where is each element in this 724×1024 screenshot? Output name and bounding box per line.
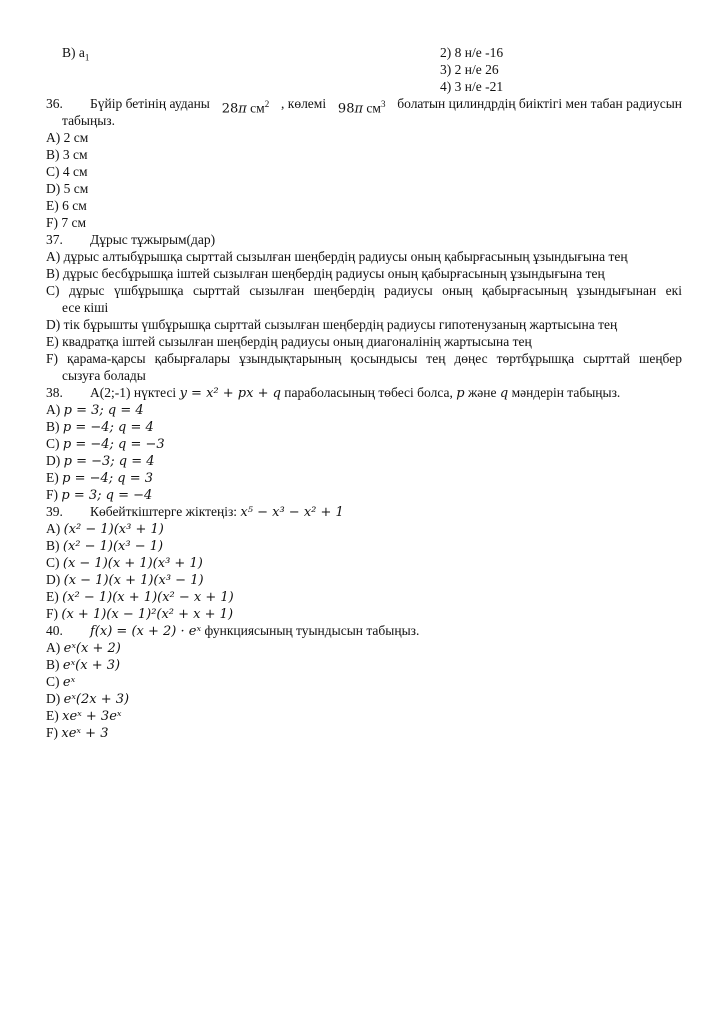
q40-formula: f(x) = (x + 2) · eˣ [90,624,202,639]
q38-text-end: мәндерін табыңыз. [511,385,621,400]
q38-option-f-label: F) [46,487,59,502]
q39-text [90,504,344,521]
q40-option-b [46,657,120,674]
q37-option-e: E) квадратқа іштей сызылған шеңбердің радиусы оның диагоналінің жартысына тең [46,334,532,349]
q37-option-a: A) дұрыс алтыбұрышқа сырттай сызылған шеңбердің радиусы оның қабырғасының ұзындығына тең [46,249,628,264]
q40-option-d [46,691,129,708]
q38-point: A(2;-1) нүктесі [90,385,177,400]
q37-option-c-line2: есе кіші [62,300,109,315]
q39-option-a [46,521,164,538]
q38-formula: y = x² + px + q [179,386,281,401]
q38-option-b-expr: p = −4; q = 4 [62,420,154,435]
q38-option-d-expr: p = −3; q = 4 [63,454,155,469]
q38-option-e [46,470,153,487]
q38-option-c [46,436,165,453]
q39-option-a-label: A) [46,521,61,536]
q40-option-e [46,708,122,725]
q38-option-a [46,402,144,419]
q38-option-d-label: D) [46,453,61,468]
q39-option-c-expr: (x − 1)(x + 1)(x³ + 1) [62,556,203,571]
q36-option-b: B) 3 см [46,147,88,162]
q39-option-d-expr: (x − 1)(x + 1)(x³ − 1) [63,573,204,588]
q39-option-e-label: E) [46,589,59,604]
q39-option-a-expr: (x² − 1)(x³ + 1) [63,522,164,537]
prev-option-b [62,45,89,66]
q36-vol-value: 98 [337,101,355,117]
q36-option-f: F) 7 см [46,215,87,230]
q36-volume [338,96,386,118]
q38-option-e-expr: p = −4; q = 3 [62,471,154,486]
q36-vol-sup: 3 [380,99,386,109]
q37-number: 37. [46,232,63,247]
q36-area-value: 28 [221,101,239,117]
q38-option-f-expr: p = 3; q = −4 [61,488,153,503]
q38-text [90,385,620,402]
q36-text-a: Бүйір бетінің ауданы [90,96,210,111]
q38-text-mid: параболасының төбесі болса, [284,385,453,400]
q38-var-q: q [499,386,509,401]
q40-option-f-expr: xeˣ + 3 [61,726,109,741]
q39-option-b-expr: (x² − 1)(x³ − 1) [62,539,164,554]
q40-option-c [46,674,75,691]
q38-option-a-label: A) [46,402,61,417]
q36-option-e: E) 6 см [46,198,87,213]
q38-option-a-expr: p = 3; q = 4 [63,403,144,418]
q39-formula: x⁵ − x³ − x² + 1 [240,505,344,520]
q40-option-a [46,640,121,657]
q38-option-f [46,487,152,504]
prev-option-b-sub: 1 [84,52,90,63]
q38-and: және [467,385,497,400]
q38-var-p: p [456,386,465,401]
q40-option-d-expr: eˣ(2x + 3) [63,692,130,707]
q40-option-a-label: A) [46,640,61,655]
q36-number: 36. [46,96,63,111]
q39-option-d-label: D) [46,572,61,587]
q38-option-b-label: B) [46,419,60,434]
q40-option-c-label: C) [46,674,60,689]
q37-option-d: D) тік бұрышты үшбұрышқа сырттай сызылған шеңбердің радиусы гипотенузаның жартысына тең [46,317,618,332]
q38-option-d [46,453,155,470]
q36-vol-pi: π [354,101,364,117]
q39-option-f-expr: (x + 1)(x − 1)²(x² + x + 1) [61,607,234,622]
q37-option-f-line1: F) қарама-қарсы қабырғалары ұзындықтарының қосындысы тең дөңес төртбұрышқа сырттай шеңбер [46,351,682,366]
q36-text-c: болатын цилиндрдің биіктігі мен табан радиусын [397,96,682,111]
q38-option-b [46,419,154,436]
q36-text-b: , көлемі [281,96,327,111]
q36-text-line1 [90,96,682,118]
q40-option-b-expr: eˣ(x + 3) [62,658,121,673]
prev-match-2: 2) 8 н/е -16 [440,45,504,60]
q36-area [222,96,270,118]
q36-option-d: D) 5 см [46,181,89,196]
q40-text-label: функциясының туындысын табыңыз. [204,623,420,638]
q36-vol-unit: см [366,100,381,116]
q38-number: 38. [46,385,63,400]
q40-option-c-expr: eˣ [62,675,76,690]
prev-option-b-label: B) a [62,45,85,60]
q40-option-d-label: D) [46,691,61,706]
q39-number: 39. [46,504,63,519]
q38-option-c-label: C) [46,436,60,451]
q40-option-f [46,725,108,742]
q36-option-c: C) 4 см [46,164,88,179]
q39-option-c-label: C) [46,555,60,570]
q40-option-b-label: B) [46,657,60,672]
q37-option-c-line1: C) дұрыс үшбұрышқа сырттай сызылған шеңбердің радиусы оның қабырғасының ұзындығынан екі [46,283,682,298]
q39-option-f [46,606,233,623]
q39-option-b-label: B) [46,538,60,553]
q40-option-a-expr: eˣ(x + 2) [63,641,121,656]
q37-option-b: B) дұрыс бесбұрышқа іштей сызылған шеңбердің радиусы оның қабырғасының ұзындығына тең [46,266,605,281]
q36-option-a: A) 2 см [46,130,89,145]
q40-text [90,623,419,640]
q39-option-e [46,589,234,606]
q38-option-c-expr: p = −4; q = −3 [62,437,165,452]
q40-option-e-label: E) [46,708,59,723]
q36-area-unit: см [250,100,265,116]
q40-option-e-expr: xeˣ + 3eˣ [62,709,122,724]
q40-number: 40. [46,623,63,638]
q37-text: Дұрыс тұжырым(дар) [90,232,216,247]
q36-area-pi: π [238,101,247,117]
q39-option-c [46,555,203,572]
q40-option-f-label: F) [46,725,59,740]
prev-match-4: 4) 3 н/е -21 [440,79,504,94]
q39-option-d [46,572,204,589]
q39-option-e-expr: (x² − 1)(x + 1)(x² − x + 1) [62,590,234,605]
q39-option-f-label: F) [46,606,59,621]
q39-text-label: Көбейткіштерге жіктеңіз: [90,504,238,519]
prev-match-3: 3) 2 н/е 26 [440,62,499,77]
q39-option-b [46,538,163,555]
q36-area-sup: 2 [264,99,270,109]
q37-option-f-line2: сызуға болады [62,368,146,383]
q38-option-e-label: E) [46,470,59,485]
q36-text-line2: табыңыз. [62,113,115,128]
